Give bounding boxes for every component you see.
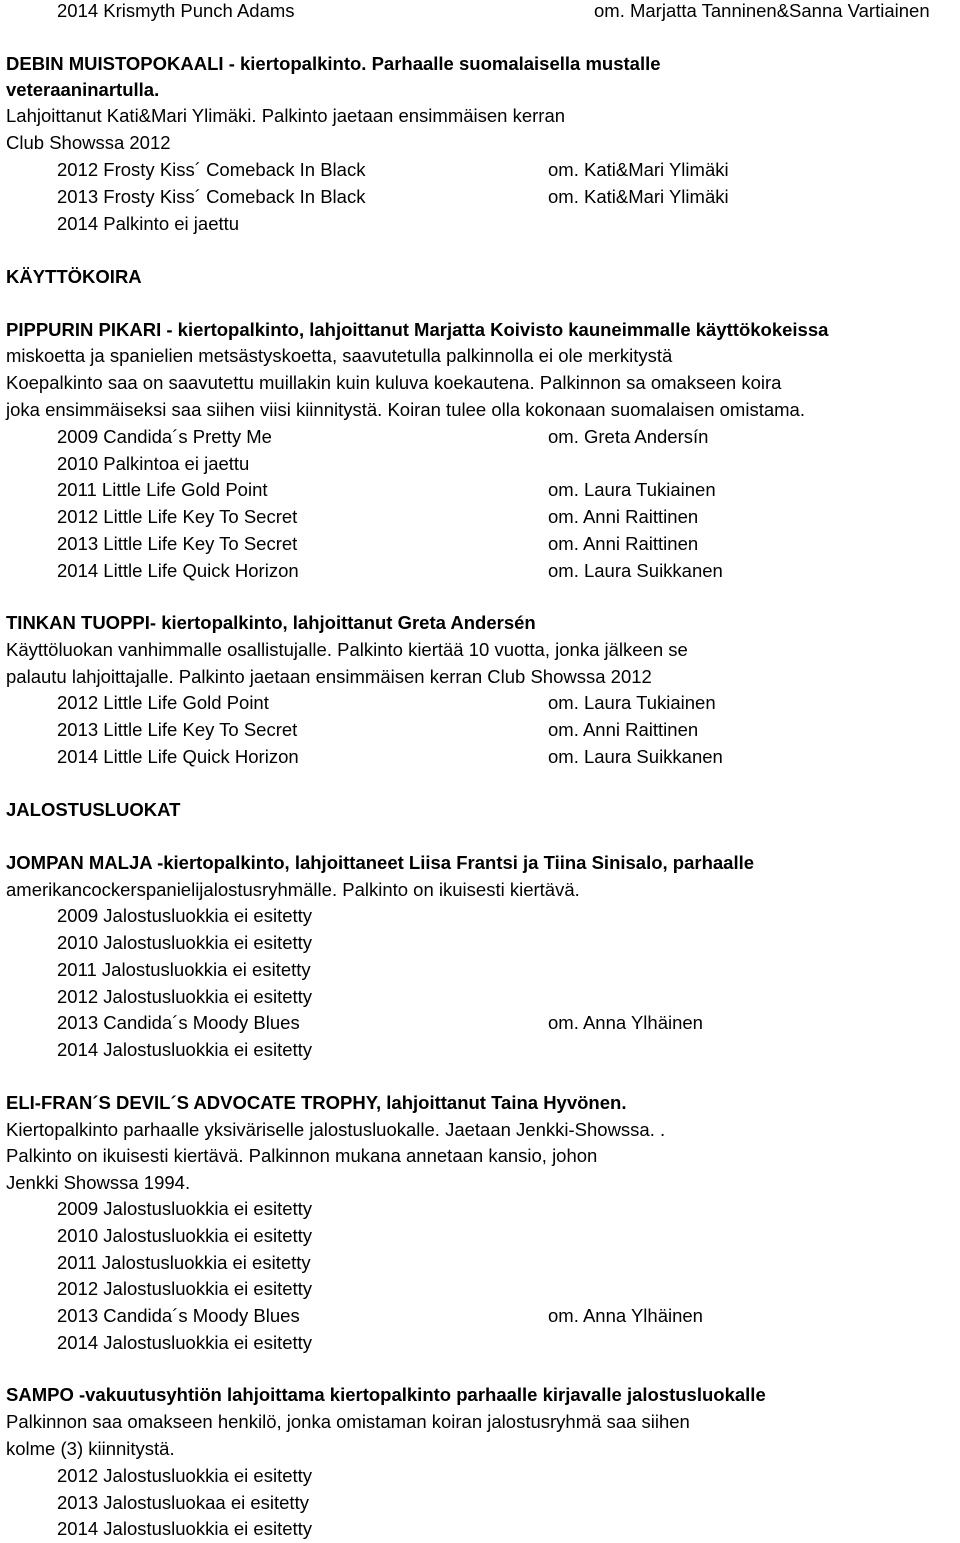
award-description: amerikancockerspanielijalostusryhmälle. Palkinto on ikuisesti kiertävä. <box>6 879 580 900</box>
award-title: DEBIN MUISTOPOKAALI - kiertopalkinto. Parhaalle suomalaisella mustalle <box>6 53 661 74</box>
award-description: Jenkki Showssa 1994. <box>6 1172 191 1193</box>
award-title: SAMPO -vakuutusyhtiön lahjoittama kiertopalkinto parhaalle kirjavalle jalostusluokalle <box>6 1384 766 1405</box>
result-row <box>57 934 960 953</box>
award-description: Palkinto on ikuisesti kiertävä. Palkinnon mukana annetaan kansio, johon <box>6 1145 598 1166</box>
result-entry: 2013 Little Life Key To Secret <box>57 533 298 554</box>
award-description: Koepalkinto saa on saavutettu muillakin kuin kuluva koekautena. Palkinnon sa omakseen koira <box>6 372 782 393</box>
result-entry: 2013 Little Life Key To Secret <box>57 719 298 740</box>
result-entry: 2012 Jalostusluokkia ei esitetty <box>57 986 313 1007</box>
result-owner: om. Laura Tukiainen <box>548 692 716 713</box>
result-owner: om. Laura Tukiainen <box>548 479 716 500</box>
result-row <box>57 188 960 207</box>
award-title: JOMPAN MALJA -kiertopalkinto, lahjoittaneet Liisa Frantsi ja Tiina Sinisalo, parhaalle <box>6 852 755 873</box>
result-owner: om. Marjatta Tanninen&Sanna Vartiainen <box>594 0 930 21</box>
result-owner: om. Greta Andersín <box>548 426 709 447</box>
section-heading: JALOSTUSLUOKAT <box>6 799 181 820</box>
result-row <box>57 694 960 713</box>
award-description: Käyttöluokan vanhimmalle osallistujalle. Palkinto kiertää 10 vuotta, jonka jälkeen se <box>6 639 688 660</box>
result-entry: 2013 Jalostusluokaa ei esitetty <box>57 1492 309 1513</box>
result-entry: 2011 Jalostusluokkia ei esitetty <box>57 1252 311 1273</box>
award-title-cont: veteraaninartulla. <box>6 79 160 100</box>
result-row <box>57 1014 960 1033</box>
result-row <box>57 748 960 767</box>
result-entry: 2012 Jalostusluokkia ei esitetty <box>57 1465 313 1486</box>
result-owner: om. Anna Ylhäinen <box>548 1012 703 1033</box>
result-row <box>57 428 960 447</box>
result-owner: om. Anni Raittinen <box>548 533 699 554</box>
result-entry: 2009 Jalostusluokkia ei esitetty <box>57 905 313 926</box>
result-row <box>57 481 960 500</box>
result-owner: om. Anni Raittinen <box>548 719 699 740</box>
result-row <box>57 1467 960 1486</box>
result-row <box>57 215 960 234</box>
result-owner: om. Kati&Mari Ylimäki <box>548 159 729 180</box>
result-row <box>57 1041 960 1060</box>
award-title: PIPPURIN PIKARI - kiertopalkinto, lahjoittanut Marjatta Koivisto kauneimmalle käyttökokeissa <box>6 319 829 340</box>
result-entry: 2012 Little Life Gold Point <box>57 692 269 713</box>
award-description: palautu lahjoittajalle. Palkinto jaetaan ensimmäisen kerran Club Showssa 2012 <box>6 666 652 687</box>
result-row <box>57 961 960 980</box>
result-row <box>57 1334 960 1353</box>
result-entry: 2009 Jalostusluokkia ei esitetty <box>57 1198 313 1219</box>
result-row <box>57 1494 960 1513</box>
result-entry: 2010 Palkintoa ei jaettu <box>57 453 250 474</box>
award-description: kolme (3) kiinnitystä. <box>6 1438 175 1459</box>
result-owner: om. Anni Raittinen <box>548 506 699 527</box>
award-description: Lahjoittanut Kati&Mari Ylimäki. Palkinto jaetaan ensimmäisen kerran <box>6 105 566 126</box>
result-row <box>57 455 960 474</box>
award-description: Palkinnon saa omakseen henkilö, jonka omistaman koiran jalostusryhmä saa siihen <box>6 1411 690 1432</box>
result-entry: 2012 Frosty Kiss´ Comeback In Black <box>57 159 366 180</box>
result-row <box>57 1200 960 1219</box>
result-entry: 2014 Little Life Quick Horizon <box>57 560 299 581</box>
result-entry: 2014 Jalostusluokkia ei esitetty <box>57 1518 313 1539</box>
result-entry: 2013 Candida´s Moody Blues <box>57 1305 300 1326</box>
result-owner: om. Laura Suikkanen <box>548 560 723 581</box>
result-entry: 2014 Krismyth Punch Adams <box>57 0 295 21</box>
result-row <box>57 535 960 554</box>
result-owner: om. Anna Ylhäinen <box>548 1305 703 1326</box>
result-row <box>57 988 960 1007</box>
result-row <box>57 721 960 740</box>
result-row <box>57 907 960 926</box>
award-description: miskoetta ja spanielien metsästyskoetta, saavutetulla palkinnolla ei ole merkitystä <box>6 345 673 366</box>
result-owner: om. Kati&Mari Ylimäki <box>548 186 729 207</box>
result-entry: 2014 Jalostusluokkia ei esitetty <box>57 1332 313 1353</box>
result-entry: 2009 Candida´s Pretty Me <box>57 426 272 447</box>
result-row <box>57 1254 960 1273</box>
result-entry: 2012 Little Life Key To Secret <box>57 506 298 527</box>
result-entry: 2014 Palkinto ei jaettu <box>57 213 240 234</box>
result-row <box>57 1307 960 1326</box>
result-owner: om. Laura Suikkanen <box>548 746 723 767</box>
award-description: Kiertopalkinto parhaalle yksiväriselle jalostusluokalle. Jaetaan Jenkki-Showssa. . <box>6 1119 666 1140</box>
award-title: TINKAN TUOPPI- kiertopalkinto, lahjoittanut Greta Andersén <box>6 612 536 633</box>
result-entry: 2013 Candida´s Moody Blues <box>57 1012 300 1033</box>
result-row <box>57 1520 960 1539</box>
result-entry: 2013 Frosty Kiss´ Comeback In Black <box>57 186 366 207</box>
result-row <box>57 1280 960 1299</box>
award-description: Club Showssa 2012 <box>6 132 171 153</box>
result-row <box>57 562 960 581</box>
result-entry: 2010 Jalostusluokkia ei esitetty <box>57 932 313 953</box>
result-row <box>57 161 960 180</box>
award-title: ELI-FRAN´S DEVIL´S ADVOCATE TROPHY, lahjoittanut Taina Hyvönen. <box>6 1092 627 1113</box>
result-row <box>57 508 960 527</box>
result-entry: 2014 Jalostusluokkia ei esitetty <box>57 1039 313 1060</box>
result-entry: 2012 Jalostusluokkia ei esitetty <box>57 1278 313 1299</box>
result-entry: 2010 Jalostusluokkia ei esitetty <box>57 1225 313 1246</box>
result-entry: 2011 Jalostusluokkia ei esitetty <box>57 959 311 980</box>
award-description: joka ensimmäiseksi saa siihen viisi kiinnitystä. Koiran tulee olla kokonaan suomalaisen omistama. <box>6 399 805 420</box>
result-entry: 2014 Little Life Quick Horizon <box>57 746 299 767</box>
section-heading: KÄYTTÖKOIRA <box>6 266 142 287</box>
result-row <box>57 1227 960 1246</box>
result-entry: 2011 Little Life Gold Point <box>57 479 268 500</box>
